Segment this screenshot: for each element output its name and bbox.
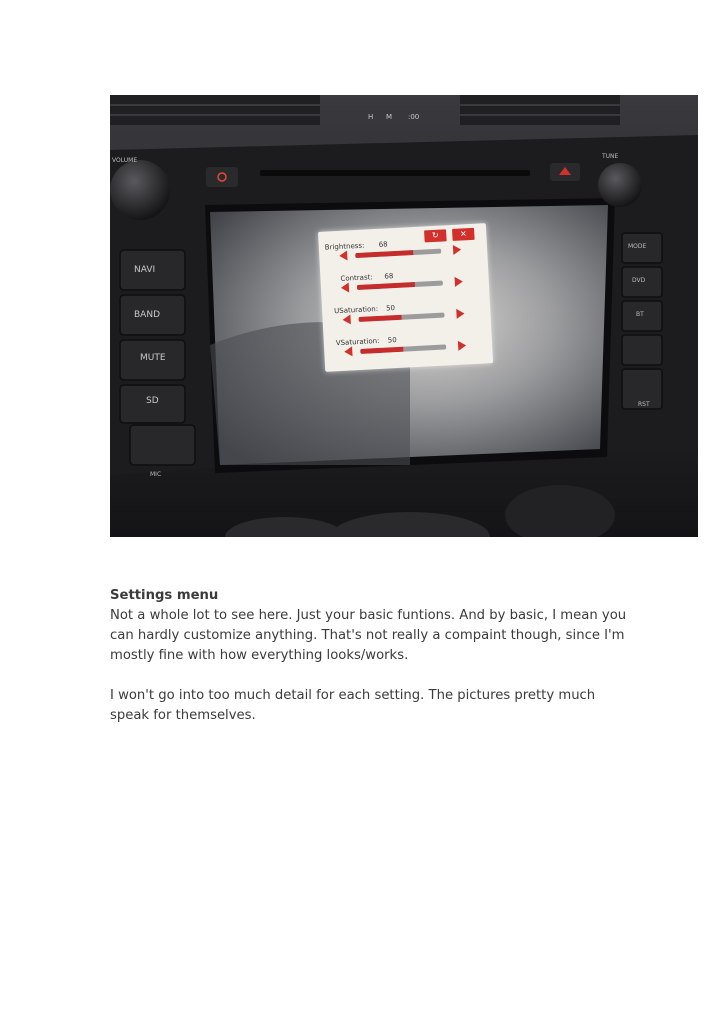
tune-label: TUNE <box>602 153 619 160</box>
usaturation-label: USaturation: <box>333 304 379 316</box>
settings-panel <box>318 223 493 372</box>
close-icon[interactable]: ✕ <box>452 228 475 241</box>
bt-button[interactable]: BT <box>636 311 644 318</box>
mute-button[interactable]: MUTE <box>140 353 166 363</box>
brightness-slider[interactable] <box>355 249 441 258</box>
sd-slot-label: SD <box>146 396 159 406</box>
usaturation-value: 50 <box>385 304 396 313</box>
right-vent <box>460 95 620 125</box>
vsaturation-increase-arrow-icon[interactable] <box>458 340 467 350</box>
brightness-label: Brightness: <box>324 241 365 252</box>
volume-knob <box>110 160 170 220</box>
rst-button[interactable]: RST <box>638 401 650 408</box>
vsaturation-value: 50 <box>387 336 397 345</box>
dvd-button[interactable]: DVD <box>632 277 646 284</box>
power-button <box>206 167 238 187</box>
vsaturation-label: VSaturation: <box>335 336 380 348</box>
contrast-decrease-arrow-icon[interactable] <box>341 282 350 292</box>
disc-slot <box>260 170 530 176</box>
caption-paragraph-1: Not a whole lot to see here. Just your basic funtions. And by basic, I mean you can hardly customize anything. That's not really a compaint though, since I'm mostly fine with how everything looks/works. <box>110 608 627 663</box>
clock-hour: H <box>368 113 374 121</box>
refresh-icon[interactable]: ↻ <box>424 229 447 242</box>
vsaturation-row <box>323 325 492 364</box>
vsaturation-slider[interactable] <box>360 344 446 353</box>
usaturation-decrease-arrow-icon[interactable] <box>342 314 351 324</box>
vsaturation-decrease-arrow-icon[interactable] <box>344 346 353 356</box>
caption-paragraph-2: I won't go into too much detail for each setting. The pictures pretty much speak for themselves. <box>110 688 596 723</box>
brightness-decrease-arrow-icon[interactable] <box>339 251 348 261</box>
mode-button[interactable]: MODE <box>628 243 647 250</box>
contrast-value: 68 <box>384 272 394 281</box>
caption-block <box>110 586 630 726</box>
contrast-label: Contrast: <box>340 273 373 283</box>
brightness-increase-arrow-icon[interactable] <box>453 245 462 255</box>
volume-label: VOLUME <box>112 157 138 164</box>
tune-knob <box>598 163 642 207</box>
navi-button[interactable]: NAVI <box>134 265 156 275</box>
usaturation-increase-arrow-icon[interactable] <box>456 308 465 318</box>
section-title: Settings menu <box>110 588 219 603</box>
head-unit-photo <box>110 95 698 537</box>
contrast-increase-arrow-icon[interactable] <box>455 276 464 286</box>
mic-label: MIC <box>150 471 162 478</box>
brightness-value: 68 <box>378 240 388 249</box>
band-button[interactable]: BAND <box>134 310 160 320</box>
clock-minute: M <box>386 113 393 121</box>
usaturation-slider[interactable] <box>359 312 445 321</box>
left-vent <box>110 95 320 125</box>
contrast-slider[interactable] <box>357 281 443 290</box>
clock-seconds: :00 <box>408 113 420 121</box>
